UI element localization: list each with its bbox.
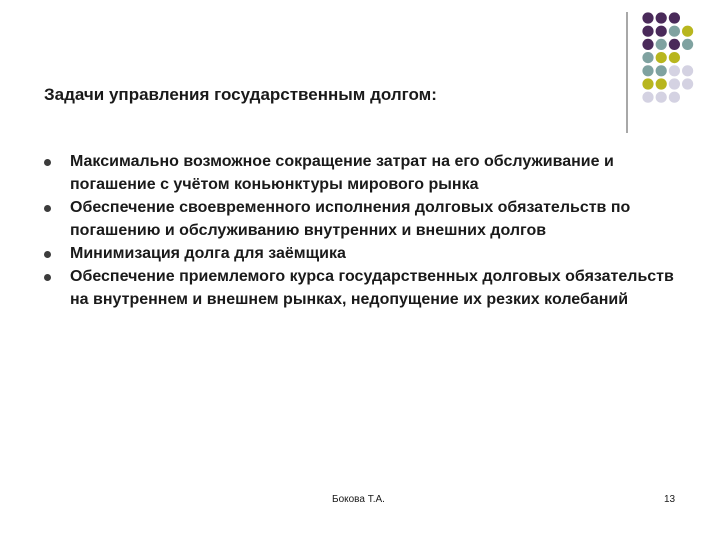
bullet-text: Минимизация долга для заёмщика — [70, 245, 346, 262]
bullet-text: Максимально возможное сокращение затрат на его обслуживание и погашение с учётом коньюнктуры мирового рынка — [70, 153, 614, 193]
slide-title: Задачи управления государственным долгом: — [44, 85, 437, 104]
decorative-dot-grid — [0, 0, 720, 140]
decorative-dot — [642, 12, 653, 23]
bullet-item — [44, 242, 684, 265]
bullet-list — [44, 150, 684, 311]
bullet-dot-icon — [44, 159, 51, 166]
decorative-dot — [642, 52, 653, 63]
decorative-dot — [642, 26, 653, 37]
bullet-item — [44, 150, 684, 196]
bullet-text: Обеспечение своевременного исполнения долговых обязательств по погашению и обслуживанию внутренних и внешних долгов — [70, 199, 631, 239]
decorative-dot — [682, 65, 693, 76]
decorative-dot — [656, 65, 667, 76]
decorative-dot — [656, 52, 667, 63]
decorative-dot — [669, 52, 680, 63]
decorative-dot — [669, 12, 680, 23]
page-number: 13 — [664, 494, 676, 505]
decorative-dot — [682, 78, 693, 89]
footer-author: Бокова Т.А. — [332, 494, 385, 505]
bullet-item — [44, 265, 684, 311]
bullet-dot-icon — [44, 274, 51, 281]
bullet-dot-icon — [44, 251, 51, 258]
decorative-dot — [669, 78, 680, 89]
bullet-item — [44, 196, 684, 242]
decorative-dot — [656, 26, 667, 37]
decorative-dot — [656, 92, 667, 103]
bullet-dot-icon — [44, 205, 51, 212]
decorative-dot — [656, 78, 667, 89]
decorative-dot — [682, 39, 693, 50]
decorative-dot — [642, 92, 653, 103]
decorative-dot — [682, 26, 693, 37]
decorative-dot — [669, 26, 680, 37]
bullet-text: Обеспечение приемлемого курса государственных долговых обязательств на внутреннем и внешнем рынках, недопущение их резких колебаний — [70, 268, 674, 308]
decorative-dot — [669, 65, 680, 76]
decorative-dot — [642, 65, 653, 76]
decorative-dot — [669, 39, 680, 50]
decorative-dot — [642, 78, 653, 89]
decorative-dot — [669, 92, 680, 103]
decorative-dot — [656, 12, 667, 23]
decorative-dot — [656, 39, 667, 50]
decorative-dot — [642, 39, 653, 50]
